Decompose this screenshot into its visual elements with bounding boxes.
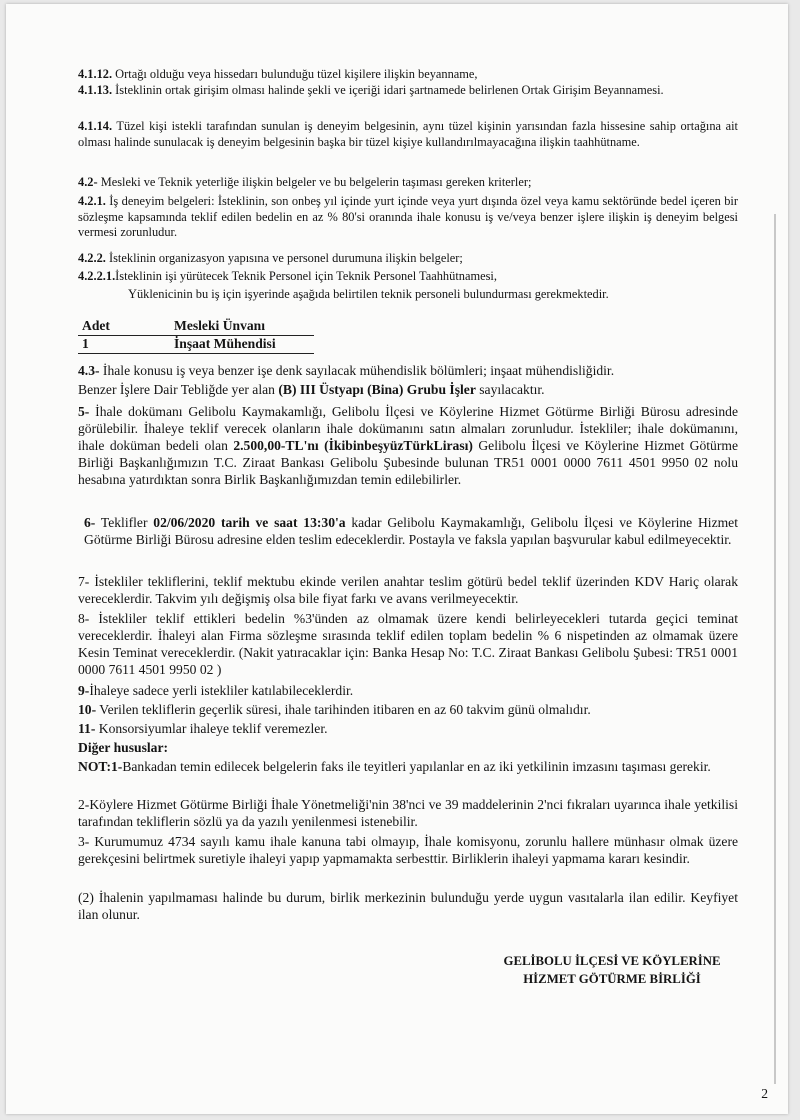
note-3: 3- Kurumumuz 4734 sayılı kamu ihale kanuna tabi olmayıp, İhale komisyonu, zorunlu hallere münhasır olmak üzere gerekçesini belirtmek suretiyle ihaleyi yapıp yapmamakta serbesttir. Birliklerin ihaleyi yapmama kararı kesindir. (78, 834, 738, 866)
page-number: 2 (761, 1086, 768, 1101)
paragraph-10: 10- Verilen tekliflerin geçerlik süresi, ihale tarihinden itibaren en az 60 takvim günü olmalıdır. (78, 702, 591, 717)
item-4-2-2-1-cont: Yüklenicinin bu iş için işyerinde aşağıda belirtilen teknik personeli bulundurması gerekmektedir. (128, 287, 609, 301)
paragraph-9: 9-İhaleye sadece yerli istekliler katılabileceklerdir. (78, 683, 354, 698)
col-adet-header: Adet (82, 318, 110, 333)
benzer-isler-line: Benzer İşlere Dair Tebliğde yer alan (B) III Üstyapı (Bina) Grubu İşler sayılacaktır. (78, 382, 545, 397)
document-page (6, 4, 788, 1114)
col-unvan-header: Mesleki Ünvanı (174, 318, 266, 333)
paragraph-8: 8- İstekliler teklif ettikleri bedelin %3'ünden az olmamak üzere kendi belirleyecekleri tutarda geçici teminat vereceklerdir. İhaleyi alan Firma sözleşme sırasında teklif edilen toplam bedelin % 6 nispetinden az olmamak üzere Kesin Teminat vereceklerdir. (Nakit yatıracaklar için: Banka Hesap No: T.C. Ziraat Bankası Gelibolu Şubesi: TR51 0001 0000 7611 4501 9950 02 ) (78, 611, 738, 677)
scan-edge-line (774, 214, 776, 1084)
personnel-table-header (78, 318, 314, 336)
note-2: 2-Köylere Hizmet Götürme Birliği İhale Yönetmeliği'nin 38'nci ve 39 maddelerinin 2'nci fıkraları uyarınca ihale yetkilisi tarafından tekliflerin sözlü ya da yazılı yenilenmesi istenebilir. (78, 797, 738, 829)
row-unvan: İnşaat Mühendisi (174, 336, 276, 351)
paragraph-5: 5- İhale dokümanı Gelibolu Kaymakamlığı, Gelibolu İlçesi ve Köylerine Hizmet Götürme Birliği Bürosu adresinde görülebilir. İhaleye teklif verecek olanların ihale dokümanını satın almaları zorunludur. İstekliler; ihale dokümanını, ihale doküman bedeli olan 2.500,00-TL'nı (İkibinbeşyüzTürkLirası) Gelibolu İlçesi ve Köylerine Hizmet Götürme Birliği Başkanlığımızın T.C. Ziraat Bankası Gelibolu Şubesinde bulunan TR51 0001 0000 7611 4501 9950 02 nolu hesabına yatırdıktan sonra Birlik Başkanlığımızdan temin edilebilirler. (78, 404, 738, 487)
item-4-1-12: 4.1.12. Ortağı olduğu veya hissedarı bulunduğu tüzel kişilere ilişkin beyanname, (78, 67, 478, 81)
paragraph-11: 11- Konsorsiyumlar ihaleye teklif veremezler. (78, 721, 328, 736)
note-4: (2) İhalenin yapılmaması halinde bu durum, birlik merkezinin bulunduğu yerde uygun vasıtalarla ilan edilir. Keyfiyet ilan olunur. (78, 890, 738, 922)
item-4-3: 4.3- İhale konusu iş veya benzer işe denk sayılacak mühendislik bölümleri; inşaat mühendisliğidir. (78, 363, 615, 378)
paragraph-7: 7- İstekliler tekliflerini, teklif mektubu ekinde verilen anahtar teslim götürü bedel teklif üzerinden KDV Hariç olarak vereceklerdir. Takvim yılı değişmiş olsa bile fiyat farkı ve avans verilmeyecektir. (78, 574, 738, 606)
signature-line-1: GELİBOLU İLÇESİ VE KÖYLERİNE (503, 954, 721, 968)
signature-line-2: HİZMET GÖTÜRME BİRLİĞİ (523, 972, 701, 986)
item-4-1-13: 4.1.13. İsteklinin ortak girişim olması halinde şekli ve içeriği idari şartnamede belirlenen Ortak Girişim Beyannamesi. (78, 83, 664, 97)
row-adet: 1 (82, 336, 89, 351)
item-4-1-14: 4.1.14. Tüzel kişi istekli tarafından sunulan iş deneyim belgesinin, aynı tüzel kişinin yarısından fazla hissesine sahip ortağına ait olması halinde sunulacak iş deneyim belgesinin başka bir tüzel kişiye kullandırılmayacağına ilişkin taahhütname. (78, 119, 738, 149)
paragraph-6: 6- Teklifler 02/06/2020 tarih ve saat 13:30'a kadar Gelibolu Kaymakamlığı, Gelibolu İlçesi ve Köylerine Hizmet Götürme Birliği Bürosu adresine elden teslim edeceklerdir. Postayla ve faksla yapılan başvurular kabul edilmeyecektir. (84, 515, 738, 547)
item-4-2-2: 4.2.2. İsteklinin organizasyon yapısına ve personel durumuna ilişkin belgeler; (78, 251, 463, 265)
diger-hususlar-heading: Diğer hususlar: (78, 740, 169, 755)
item-4-2: 4.2- Mesleki ve Teknik yeterliğe ilişkin belgeler ve bu belgelerin taşıması gereken kriterler; (78, 175, 532, 189)
item-4-2-1: 4.2.1. İş deneyim belgeleri: İsteklinin, son onbeş yıl içinde yurt içinde veya yurt dışında özel veya kamu sektöründe bedel içeren bir sözleşme kapsamında teklif edilen bedelin en az % 80'si oranında ihale konusu iş ve/veya benzer işlere ilişkin iş deneyim belgesi vermesi zorunludur. (78, 194, 738, 240)
table-row (78, 336, 314, 354)
item-4-2-2-1: 4.2.2.1.İsteklinin işi yürütecek Teknik Personel için Teknik Personel Taahhütnamesi, (78, 269, 497, 283)
note-1: NOT:1-Bankadan temin edilecek belgelerin faks ile teyitleri yapılanlar en az iki yetkilinin imzasını taşıması gerekir. (78, 759, 711, 774)
